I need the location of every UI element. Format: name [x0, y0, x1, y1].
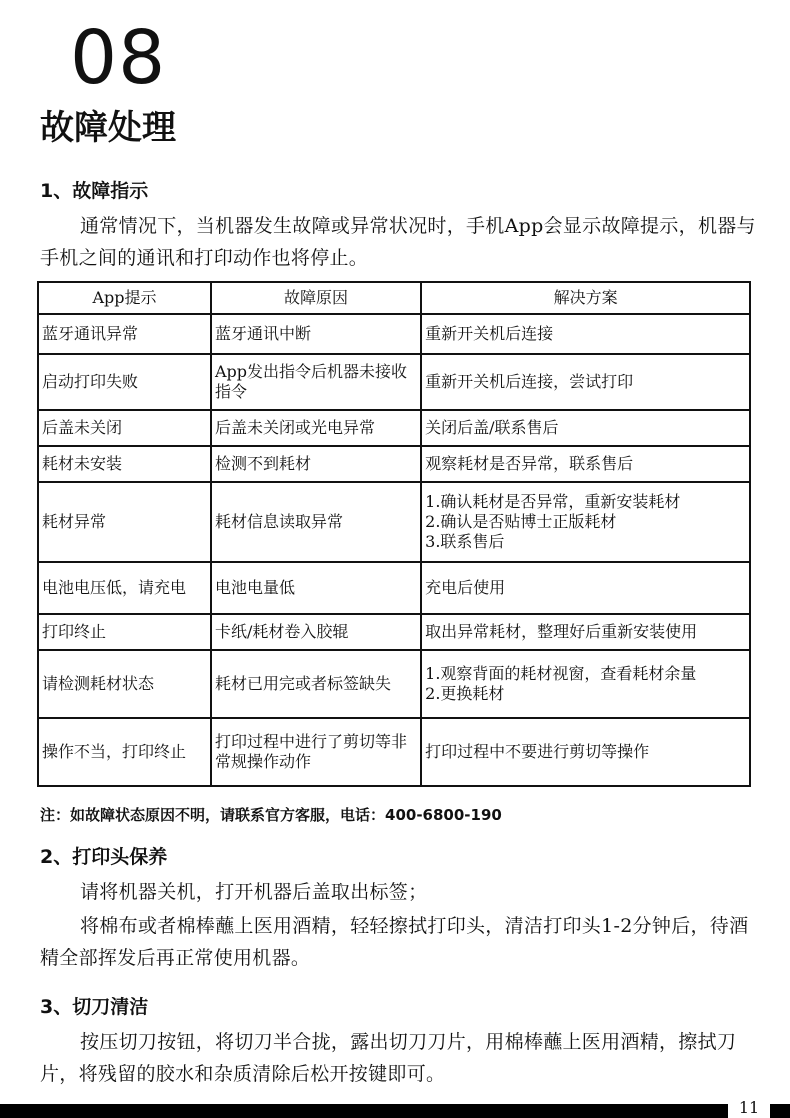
- fault-table: [37, 281, 751, 787]
- cause-cell: 电池电量低: [211, 562, 421, 614]
- cutter-paragraph: 按压切刀按钮，将切刀半合拢，露出切刀刀片，用棉棒蘸上医用酒精，擦拭刀片，将残留的胶水和杂质清除后松开按键即可。: [40, 1031, 737, 1085]
- solution-cell: [421, 410, 750, 446]
- table-row: [38, 482, 750, 562]
- table-row: [38, 354, 750, 410]
- prompt-cell: 打印终止: [38, 614, 211, 650]
- solution-line: 取出异常耗材，整理好后重新安装使用: [425, 622, 698, 641]
- fault-indication-paragraph: 通常情况下，当机器发生故障或异常状况时，手机App会显示故障提示，机器与手机之间的通讯和打印动作也将停止。: [40, 215, 756, 269]
- solution-line: 1.观察背面的耗材视窗，查看耗材余量: [425, 664, 697, 683]
- table-row: [38, 718, 750, 786]
- contact-note: 注：如故障状态原因不明，请联系官方客服，电话：400-6800-190: [40, 806, 502, 824]
- solution-line: 重新开关机后连接，尝试打印: [425, 372, 634, 391]
- printhead-paragraph-1: 请将机器关机，打开机器后盖取出标签；: [80, 881, 428, 903]
- printhead-paragraph-2: 将棉布或者棉棒蘸上医用酒精，轻轻擦拭打印头，清洁打印头1-2分钟后，待酒精全部挥发后再正常使用机器。: [40, 915, 749, 969]
- cause-cell: 打印过程中进行了剪切等非常规操作动作: [211, 718, 421, 786]
- solution-line: 重新开关机后连接: [425, 324, 554, 343]
- prompt-cell: 电池电压低，请充电: [38, 562, 211, 614]
- solution-line: 充电后使用: [425, 578, 506, 597]
- cause-cell: App发出指令后机器未接收指令: [211, 354, 421, 410]
- solution-cell: [421, 482, 750, 562]
- section-heading-cutter-cleaning: 3、切刀清洁: [40, 996, 149, 1018]
- table-row: [38, 650, 750, 718]
- section-heading-fault-indication: 1、故障指示: [40, 180, 149, 202]
- solution-cell: [421, 650, 750, 718]
- chapter-number: 08: [70, 15, 167, 101]
- prompt-cell: 蓝牙通讯异常: [38, 314, 211, 354]
- prompt-cell: 耗材异常: [38, 482, 211, 562]
- cause-cell: 检测不到耗材: [211, 446, 421, 482]
- table-row: [38, 410, 750, 446]
- solution-cell: [421, 562, 750, 614]
- table-row: [38, 314, 750, 354]
- table-header-row: [38, 282, 750, 314]
- footer-bar: [0, 1104, 728, 1118]
- solution-line: 2.更换耗材: [425, 684, 505, 703]
- prompt-cell: 操作不当，打印终止: [38, 718, 211, 786]
- solution-line: 关闭后盖/联系售后: [425, 418, 559, 437]
- chapter-title: 故障处理: [40, 108, 176, 148]
- header-solution: 解决方案: [421, 282, 750, 314]
- cause-cell: 后盖未关闭或光电异常: [211, 410, 421, 446]
- solution-line: 1.确认耗材是否异常，重新安装耗材: [425, 492, 681, 511]
- table-row: [38, 614, 750, 650]
- header-app-prompt: App提示: [38, 282, 211, 314]
- solution-cell: [421, 614, 750, 650]
- prompt-cell: 后盖未关闭: [38, 410, 211, 446]
- prompt-cell: 耗材未安装: [38, 446, 211, 482]
- table-row: [38, 446, 750, 482]
- solution-line: 打印过程中不要进行剪切等操作: [425, 742, 650, 761]
- solution-cell: [421, 354, 750, 410]
- solution-line: 2.确认是否贴博士正版耗材: [425, 512, 617, 531]
- solution-cell: [421, 446, 750, 482]
- solution-line: 3.联系售后: [425, 532, 505, 551]
- solution-line: 观察耗材是否异常，联系售后: [425, 454, 634, 473]
- cause-cell: 卡纸/耗材卷入胶辊: [211, 614, 421, 650]
- prompt-cell: 启动打印失败: [38, 354, 211, 410]
- cause-cell: 耗材已用完或者标签缺失: [211, 650, 421, 718]
- section-heading-printhead-maintenance: 2、打印头保养: [40, 846, 168, 868]
- cause-cell: 蓝牙通讯中断: [211, 314, 421, 354]
- table-row: [38, 562, 750, 614]
- solution-cell: [421, 718, 750, 786]
- solution-cell: [421, 314, 750, 354]
- cause-cell: 耗材信息读取异常: [211, 482, 421, 562]
- prompt-cell: 请检测耗材状态: [38, 650, 211, 718]
- header-fault-cause: 故障原因: [211, 282, 421, 314]
- page-number: 11: [730, 1098, 768, 1118]
- footer-bar-right: [770, 1104, 790, 1118]
